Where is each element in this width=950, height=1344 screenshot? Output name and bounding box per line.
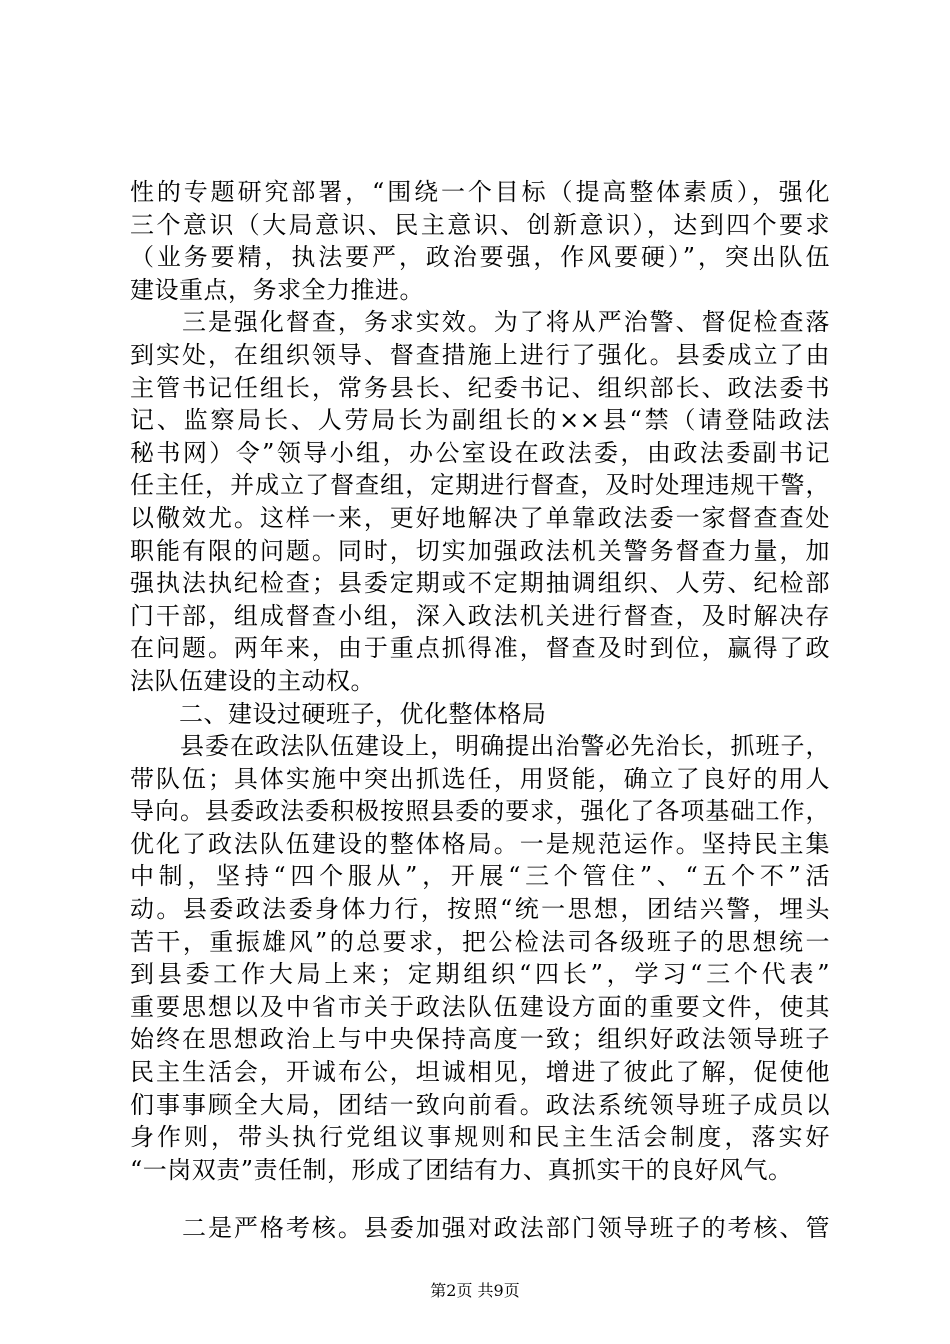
text-line: 到实处，在组织领导、督查措施上进行了强化。县委成立了由 <box>130 340 830 369</box>
text-line: 主管书记任组长，常务县长、纪委书记、组织部长、政法委书 <box>130 373 830 402</box>
text-line: 县委在政法队伍建设上，明确提出治警必先治长，抓班子， <box>130 732 830 761</box>
text-line: 三个意识（大局意识、民主意识、创新意识），达到四个要求 <box>130 210 830 239</box>
text-line: 带队伍；具体实施中突出抓选任，用贤能，确立了良好的用人 <box>130 764 830 793</box>
body-text <box>130 176 830 1245</box>
text-line: 身作则，带头执行党组议事规则和民主生活会制度，落实好 <box>130 1123 830 1152</box>
text-line: 记、监察局长、人劳局长为副组长的××县“禁（请登陆政法 <box>130 406 830 435</box>
paragraph-gap <box>130 1186 830 1212</box>
text-line: 建设重点，务求全力推进。 <box>130 275 424 304</box>
text-line: 性的专题研究部署，“围绕一个目标（提高整体素质），强化 <box>130 178 830 206</box>
text-line: 优化了政法队伍建设的整体格局。一是规范运作。坚持民主集 <box>130 829 830 858</box>
text-line: 始终在思想政治上与中央保持高度一致；组织好政法领导班子 <box>130 1025 830 1054</box>
text-line: 二是严格考核。县委加强对政法部门领导班子的考核、管 <box>130 1214 830 1243</box>
page-footer: 第2页 共9页 <box>430 1281 520 1300</box>
text-line: 动。县委政法委身体力行，按照“统一思想，团结兴警，埋头 <box>130 895 830 924</box>
text-line: 们事事顾全大局，团结一致向前看。政法系统领导班子成员以 <box>130 1090 830 1119</box>
text-line: 中制，坚持“四个服从”，开展“三个管住”、“五个不”活 <box>130 862 830 891</box>
text-line: 任主任，并成立了督查组，定期进行督查，及时处理违规干警， <box>130 471 830 500</box>
text-line: 门干部，组成督查小组，深入政法机关进行督查，及时解决存 <box>130 601 830 630</box>
text-line: “一岗双责”责任制，形成了团结有力、真抓实干的良好风气。 <box>130 1155 793 1184</box>
text-line: 以儆效尤。这样一来，更好地解决了单靠政法委一家督查查处 <box>130 503 830 532</box>
text-line: 民主生活会，开诚布公，坦诚相见，增进了彼此了解，促使他 <box>130 1058 830 1087</box>
text-line: 强执法执纪检查；县委定期或不定期抽调组织、人劳、纪检部 <box>130 569 830 598</box>
text-line: （业务要精，执法要严，政治要强，作风要硬）”，突出队伍 <box>130 243 830 272</box>
text-line: 职能有限的问题。同时，切实加强政法机关警务督查力量，加 <box>130 536 830 565</box>
text-line: 法队伍建设的主动权。 <box>130 666 375 695</box>
text-line: 重要思想以及中省市关于政法队伍建设方面的重要文件，使其 <box>130 992 830 1021</box>
text-line: 苦干，重振雄风”的总要求，把公检法司各级班子的思想统一 <box>130 927 830 956</box>
text-line: 在问题。两年来，由于重点抓得准，督查及时到位，赢得了政 <box>130 634 830 663</box>
text-line: 导向。县委政法委积极按照县委的要求，强化了各项基础工作， <box>130 797 830 826</box>
text-line: 到县委工作大局上来；定期组织“四长”，学习“三个代表” <box>130 960 830 989</box>
section-heading: 二、建设过硬班子，优化整体格局 <box>130 699 547 728</box>
text-line: 秘书网）令”领导小组，办公室设在政法委，由政法委副书记 <box>130 438 830 467</box>
text-line: 三是强化督查，务求实效。为了将从严治警、督促检查落 <box>130 308 830 337</box>
